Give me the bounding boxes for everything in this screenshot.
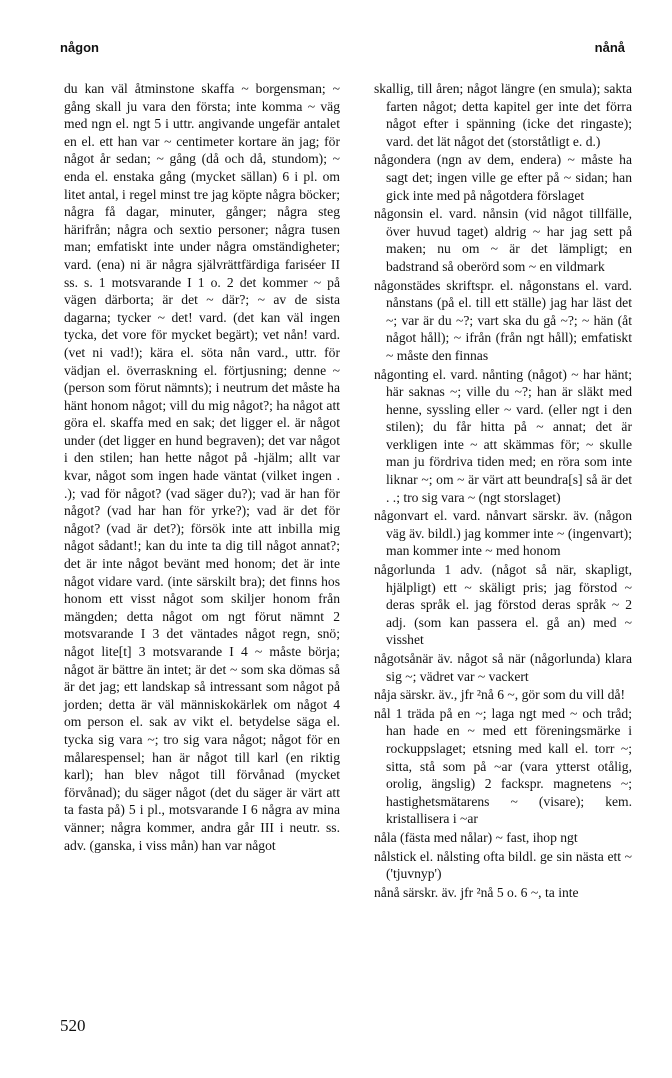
entry-paragraph: nålstick el. nålsting ofta bildl. ge sin nästa ett ~ ('tjuvnyp') [374,848,632,882]
entry-paragraph: någondera (ngn av dem, endera) ~ måste ha sagt det; ingen ville ge efter på ~ sidan; han gick inte med på någotdera förslaget [374,152,632,203]
header-left-guideword: någon [60,40,99,55]
entry-paragraph: nånå särskr. äv. jfr ²nå 5 o. 6 ~, ta inte [374,884,579,900]
entry-paragraph: någonvart el. vard. nånvart särskr. äv. (någon väg äv. bildl.) jag kommer inte ~ (ingenvart); man kommer inte ~ med honom [374,508,632,559]
entry-paragraph: någonsin el. vard. nånsin (vid något tillfälle, över huvud taget) aldrig ~ har jag sett på maken; nu om ~ är det lämpligt; en badstrand så oberörd som ~ en vildmark [374,206,632,274]
entry-paragraph: skallig, till åren; något längre (en smula); sakta farten något; detta kapitel ger inte det förra något efter i spänning (icke det ringaste); vard. det lät något det (storståtligt e. d.) [374,81,632,149]
page-number: 520 [60,1016,86,1035]
entry-paragraph: nål 1 träda på en ~; laga ngt med ~ och tråd; han hade en ~ med ett föreningsmärke i rockuppslaget; etsning med kall el. torr ~; sitta, stå som på ~ar (vara ytterst otålig, orolig, ängslig) 2 fackspr. magnetens ~; hastighetsmätarens ~ (visare); kem. kristallisera i ~ar [374,705,632,827]
entry-paragraph: nåja särskr. äv., jfr ²nå 6 ~, gör som du vill då! [374,687,626,703]
page-header [60,40,625,60]
right-column [374,80,632,902]
entry-paragraph: någonstädes skriftspr. el. någonstans el. vard. nånstans (på el. till ett ställe) jag har läst det ~; var är du ~?; vart ska du gå ~?; ~ hän (åt något håll); ~ ifrån (från ngt håll); emfatiskt ~ måste den finnas [374,277,632,363]
entry-paragraph: du kan väl åtminstone skaffa ~ borgensman; ~ gång skall ju vara den första; inte komma ~ väg med ngn el. ngt 5 i uttr. angivande ungefär antalet en el. ett han var ~ centimeter kortare än jag; för något år sedan; ~ gång (då och då, stundom); ~ enda el. enstaka gång (mycket sällan) 6 i pl. om litet antal, i regel minst tre jag köpte några böcker; några få dagar, minuter, gånger; några steg härifrån; några och sextio personer; några tusen man; emfatiskt inte under några omständigheter; vard. (ena) ni är några självrättfärdiga fariséer II ss. s. 1 motsvarande I 1 o. 2 det kommer ~ på vägen därborta; är det ~ där?; ~ av de sista dagarna; tycker ~ det! vard. (det kan väl ingen tycka, det vore för mycket begärt); vet nån! vard. (vet ni vad!); kära el. söta nån vard., uttr. för vädjan el. överraskning el. förtjusning; denne ~ (person som förut nämnts); i neutrum det måste ha hänt honom något; vill du mig något?; ha något att göra el. skaffa med en sak; det ligger el. är något under (det ligger en hund begraven); det var något i den stilen; han hette något på -hjälm; allt var kvar, något som ingen hade väntat (vilket ingen . .); vad för något? (vad säger du?); vad är han för något? (vad har han för yrke?); vad är det för något? (vad är det?); försök inte att inbilla mig något sådant!; kan du inte ta dig till något annat?; det är inte något bevänt med honom; det är inte något vidare vard. (inte särskilt bra); det finns hos honom ett visst något som skiljer honom från mängden; detta något om ngt förut nämnt 2 motsvarande I 3 det väntades något regn, snö; något lite[t] 3 motsvarande I 4 ~ måste börja; något är bättre än intet; är det ~ som ska dömas så är det jag; ett landskap så intressant som något på jorden; detta är väl människokärlek om något 4 om person el. sak av vikt el. betydelse säga el. tycka sig vara ~; tro sig vara något; något för en målarespensel; han är något till karl (en riktig karl); han blev något till förvånad (mycket förvånad); du säger något (det du säger är värt att ta fasta på) 5 i pl., motsvarande I 6 några av mina vänner; några kommer, andra går III i neutr. ss. adv. (ganska, i viss mån) han var något [64,81,340,853]
entry-paragraph: nåla (fästa med nålar) ~ fast, ihop ngt [374,829,578,845]
entry-paragraph: någonting el. vard. nånting (något) ~ har hänt; här saknas ~; ville du ~?; han är släkt med henne, syssling eller ~ vard. (eller ngt i den stilen); du får hitta på ~ annat; det är verkligen inte ~ att skämmas för; ~ skulle man ju fördriva tiden med; en röra som inte liknar ~; om ~ är värt att beundra[s] så är det . .; tro sig vara ~ (ngt storslaget) [374,366,632,505]
entry-paragraph: någotsånär äv. något så när (någorlunda) klara sig ~; vädret var ~ vackert [374,651,632,684]
left-column [64,80,340,855]
entry-paragraph: någorlunda 1 adv. (något så när, skapligt, hjälpligt) ett ~ skäligt pris; jag förstod ~ deras språk el. jag förstod deras språk ~ 2 adj. (som kan passera el. gå an) med ~ visshet [374,562,632,648]
header-right-guideword: nånå [594,40,625,55]
